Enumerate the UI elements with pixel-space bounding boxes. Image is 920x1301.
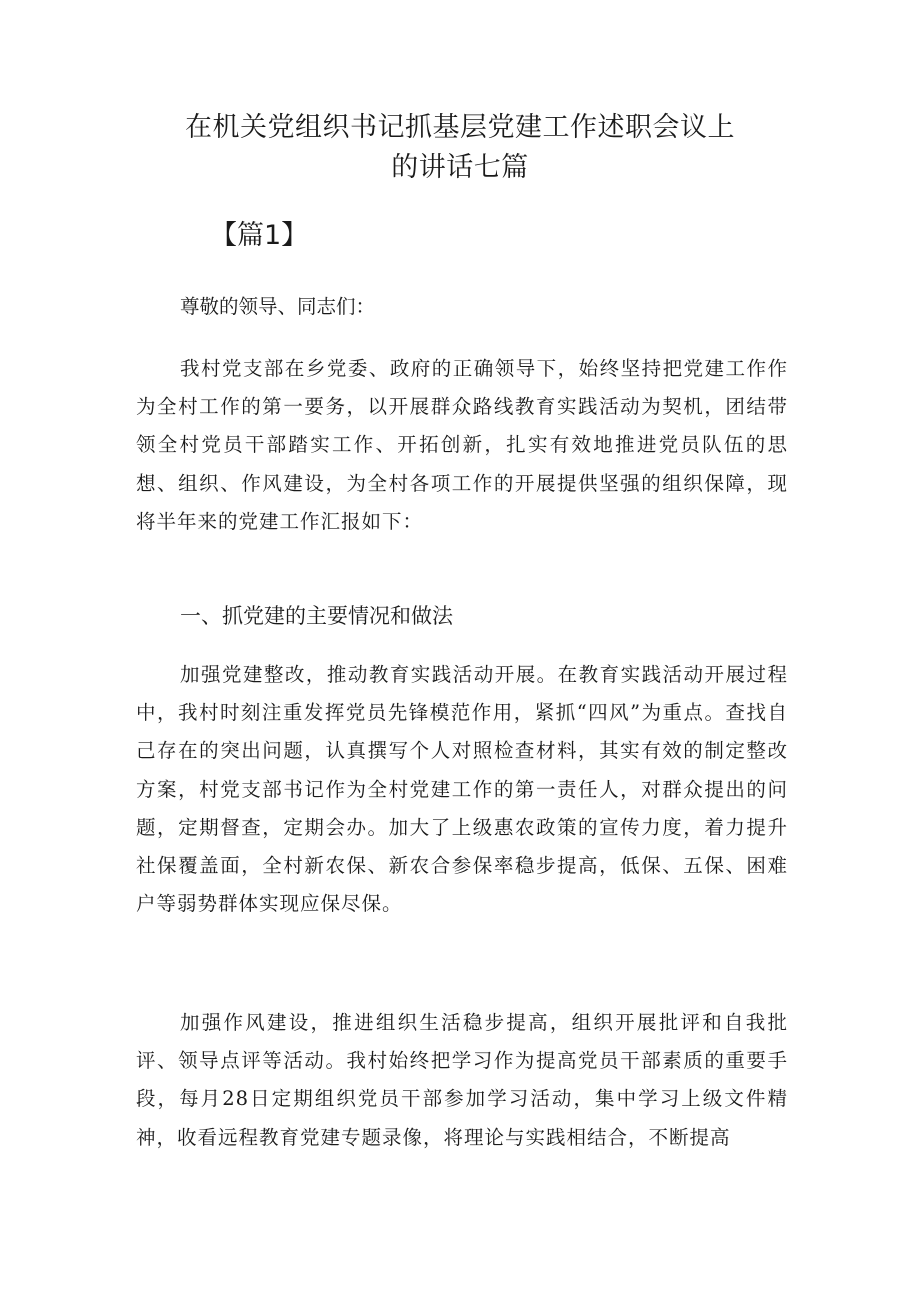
title-line-1: 在机关党组织书记抓基层党建工作述职会议上 bbox=[185, 112, 735, 143]
paragraph-1: 我村党支部在乡党委、政府的正确领导下，始终坚持把党建工作作为全村工作的第一要务，以开展群众路线教育实践活动为契机，团结带领全村党员干部踏实工作、开拓创新，扎实有效地推进党员队伍的思想、组织、作风建设，为全村各项工作的开展提供坚强的组织保障，现将半年来的党建工作汇报如下： bbox=[136, 357, 788, 533]
section-heading: 一、抓党建的主要情况和做法 bbox=[180, 604, 453, 628]
paragraph-3: 加强作风建设，推进组织生活稳步提高，组织开展批评和自我批评、领导点评等活动。我村始终把学习作为提高党员干部素质的重要手段，每月28日定期组织党员干部参加学习活动，集中学习上级文件精神，收看远程教育党建专题录像，将理论与实践相结合，不断提高 bbox=[136, 1011, 788, 1149]
section-label: 【篇1】 bbox=[210, 220, 309, 251]
paragraph-2: 加强党建整改，推动教育实践活动开展。在教育实践活动开展过程中，我村时刻注重发挥党员先锋模范作用，紧抓“四风”为重点。查找自己存在的突出问题，认真撰写个人对照检查材料，其实有效的制定整改方案，村党支部书记作为全村党建工作的第一责任人，对群众提出的问题，定期督查，定期会办。加大了上级惠农政策的宣传力度，着力提升社保覆盖面，全村新农保、新农合参保率稳步提高，低保、五保、困难户等弱势群体实现应保尽保。 bbox=[136, 663, 788, 916]
document-title bbox=[120, 108, 800, 188]
title-line-2: 的讲话七篇 bbox=[391, 152, 529, 183]
salutation: 尊敬的领导、同志们： bbox=[180, 295, 376, 318]
